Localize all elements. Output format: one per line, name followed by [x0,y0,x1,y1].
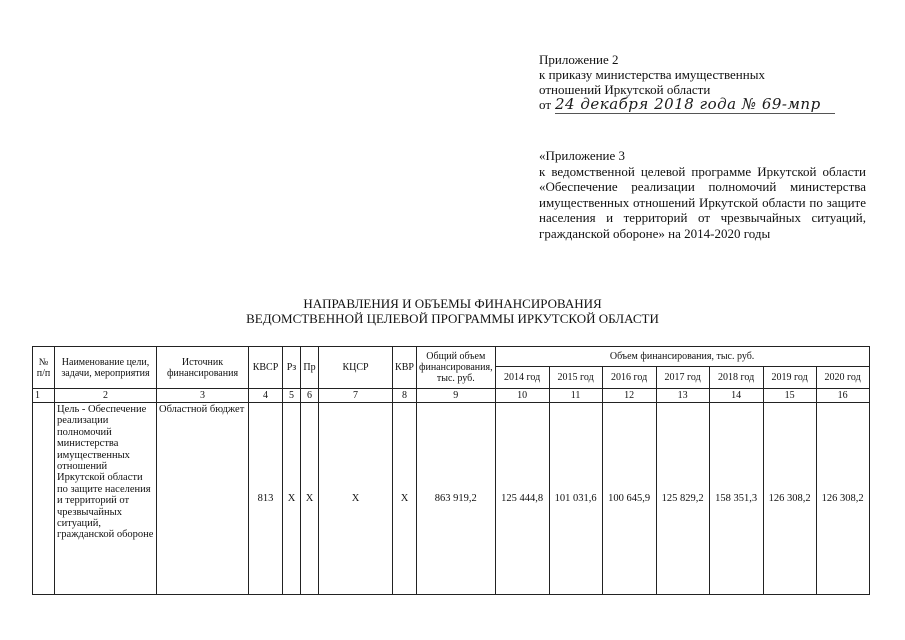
appendix-3-title: «Приложение 3 [539,148,626,163]
handwritten-date-signature: 24 декабря 2018 года № 69-мпр [555,95,821,113]
row-num [33,403,55,595]
header-year: 2020 год [816,367,869,389]
column-number: 14 [709,389,763,403]
document-title-line-1: НАПРАВЛЕНИЯ И ОБЪЕМЫ ФИНАНСИРОВАНИЯ [303,296,602,311]
row-year-amount: 125 444,8 [495,403,549,595]
row-year-amount: 100 645,9 [602,403,656,595]
column-number: 6 [301,389,319,403]
header-year: 2019 год [763,367,816,389]
row-year-amount: 126 308,2 [816,403,869,595]
header-year: 2014 год [495,367,549,389]
row-year-amount: 158 351,3 [709,403,763,595]
row-year-amount: 101 031,6 [549,403,602,595]
document-title-line-2: ВЕДОМСТВЕННОЙ ЦЕЛЕВОЙ ПРОГРАММЫ ИРКУТСКОЙ ОБЛАСТИ [246,311,659,326]
appendix-2-order-line: к приказу министерства имущественных [539,67,765,82]
column-number: 15 [763,389,816,403]
document-title [0,296,905,326]
column-number: 2 [55,389,157,403]
column-number: 16 [816,389,869,403]
column-number: 7 [319,389,393,403]
header-num: № п/п [33,347,55,389]
column-number: 4 [249,389,283,403]
appendix-2-date-line [539,97,869,115]
header-row-1 [33,347,870,367]
column-number: 10 [495,389,549,403]
row-pr: Х [301,403,319,595]
appendix-2-title: Приложение 2 [539,52,619,67]
header-year: 2015 год [549,367,602,389]
appendix-3-body: к ведомственной целевой программе Иркутской области «Обеспечение реализации полномочий министерства имущественных отношений Иркутской области по защите населения и территорий от чрезвычайных ситуаций, гражданской обороне» на 2014-2020 годы [539,163,866,241]
row-kcsr: Х [319,403,393,595]
table-row [33,403,870,595]
column-number: 8 [393,389,417,403]
row-goal-name: Цель - Обеспечение реализации полномочий министерства имущественных отношений Иркутской области по защите населения и территорий от чрезвычайных ситуаций, гражданской обороне [55,403,157,595]
column-number: 9 [417,389,496,403]
header-kvr: КВР [393,347,417,389]
header-year: 2017 год [656,367,709,389]
column-number: 13 [656,389,709,403]
header-total: Общий объем финансирования, тыс. руб. [417,347,496,389]
column-number: 11 [549,389,602,403]
row-kvsr: 813 [249,403,283,595]
row-rz: Х [283,403,301,595]
header-rz: Рз [283,347,301,389]
row-total: 863 919,2 [417,403,496,595]
header-name: Наименование цели, задачи, мероприятия [55,347,157,389]
appendix-2-ministry-line: отношений Иркутской области [539,82,711,97]
header-kvsr: КВСР [249,347,283,389]
column-number: 5 [283,389,301,403]
column-number: 3 [157,389,249,403]
row-kvr: Х [393,403,417,595]
appendix-2-block [539,52,869,115]
financing-table [32,346,870,595]
column-number: 1 [33,389,55,403]
header-source: Источник финансирования [157,347,249,389]
header-kcsr: КЦСР [319,347,393,389]
row-year-amount: 126 308,2 [763,403,816,595]
header-volume: Объем финансирования, тыс. руб. [495,347,869,367]
date-underline [555,113,835,114]
header-pr: Пр [301,347,319,389]
header-year: 2016 год [602,367,656,389]
header-year: 2018 год [709,367,763,389]
column-number-row [33,389,870,403]
row-year-amount: 125 829,2 [656,403,709,595]
row-source: Областной бюджет [157,403,249,595]
appendix-3-block [539,148,866,241]
date-prefix: от [539,97,552,112]
column-number: 12 [602,389,656,403]
